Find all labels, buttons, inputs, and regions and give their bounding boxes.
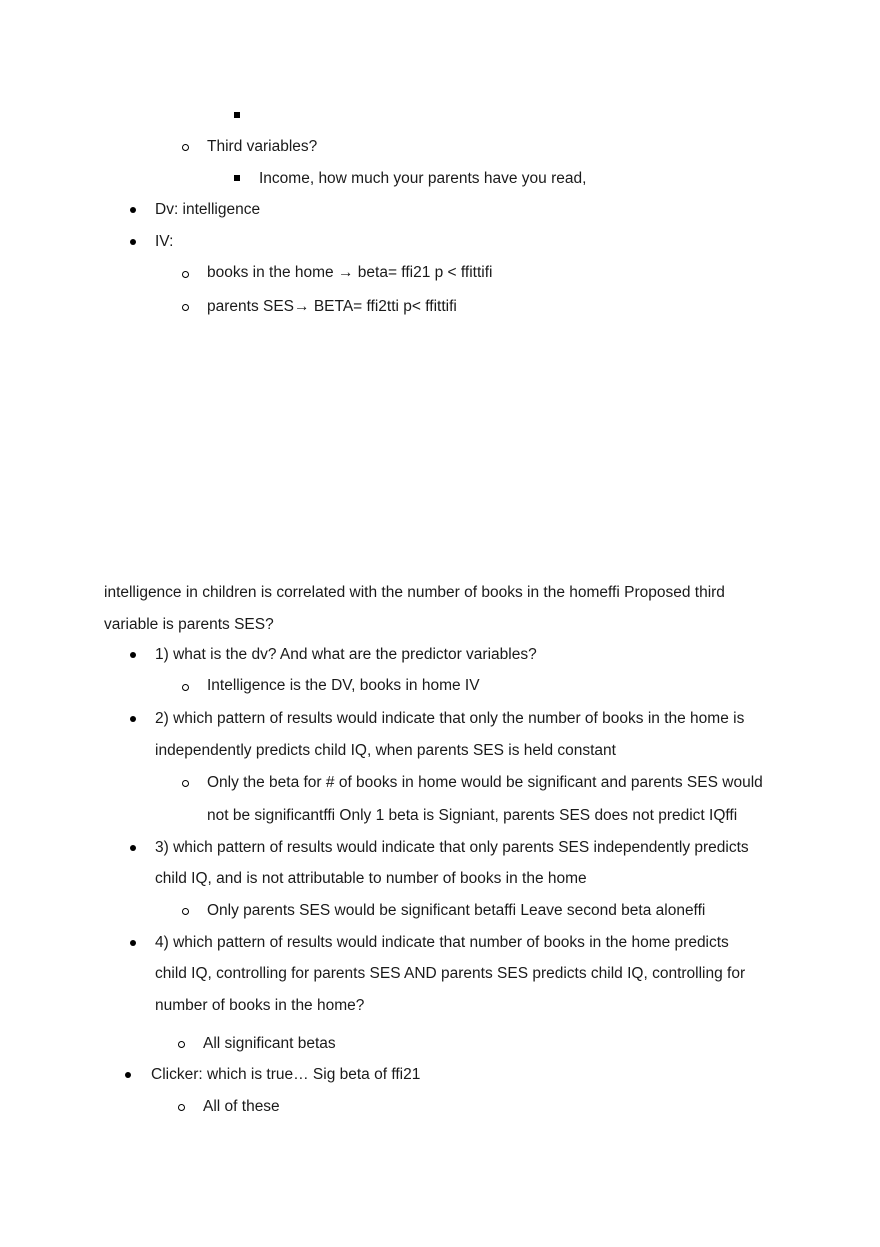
bullet-square-icon [234,175,240,181]
bullet-circle-icon [182,304,189,311]
iv-books-line: books in the home → beta= ffi21 p < ffittifi [207,264,493,281]
bullet-disc-icon [130,652,136,658]
question-4-line-2: child IQ, controlling for parents SES AND parents SES predicts child IQ, controlling for [155,965,746,982]
bullet-circle-icon [178,1104,185,1111]
third-variables-answer: Income, how much your parents have you read, [259,170,587,187]
question-1: 1) what is the dv? And what are the predictor variables? [155,646,537,663]
question-3-line-1: 3) which pattern of results would indicate that only parents SES independently predicts [155,839,749,856]
question-2-answer-line-1: Only the beta for # of books in home would be significant and parents SES would [207,774,763,791]
dv-label: Dv: intelligence [155,201,261,218]
question-4-line-1: 4) which pattern of results would indicate that number of books in the home predicts [155,934,729,951]
question-3-line-2: child IQ, and is not attributable to number of books in the home [155,870,587,887]
clicker-question: Clicker: which is true… Sig beta of ffi21 [151,1066,421,1083]
question-2-line-1: 2) which pattern of results would indicate that only the number of books in the home is [155,710,745,727]
bullet-circle-icon [182,144,189,151]
question-2-answer-line-2: not be significantffi Only 1 beta is Signiant, parents SES does not predict IQffi [207,807,738,824]
bullet-circle-icon [182,780,189,787]
iv-ses-line: parents SES→ BETA= ffi2tti p< ffittifi [207,298,457,315]
bullet-disc-icon [130,716,136,722]
bullet-disc-icon [130,239,136,245]
iv-label: IV: [155,233,174,250]
intro-line-1: intelligence in children is correlated with the number of books in the homeffi Proposed third [104,584,725,601]
question-2-line-2: independently predicts child IQ, when parents SES is held constant [155,742,616,759]
bullet-disc-icon [130,940,136,946]
question-3-answer: Only parents SES would be significant betaffi Leave second beta aloneffi [207,902,706,919]
bullet-disc-icon [130,207,136,213]
intro-line-2: variable is parents SES? [104,616,274,633]
bullet-circle-icon [182,271,189,278]
question-1-answer: Intelligence is the DV, books in home IV [207,677,480,694]
bullet-disc-icon [130,845,136,851]
bullet-circle-icon [178,1041,185,1048]
clicker-answer: All of these [203,1098,280,1115]
bullet-square-icon [234,112,240,118]
bullet-circle-icon [182,908,189,915]
bullet-circle-icon [182,684,189,691]
question-4-line-3: number of books in the home? [155,997,365,1014]
question-4-answer: All significant betas [203,1035,336,1052]
third-variables-label: Third variables? [207,138,318,155]
bullet-disc-icon [125,1072,131,1078]
